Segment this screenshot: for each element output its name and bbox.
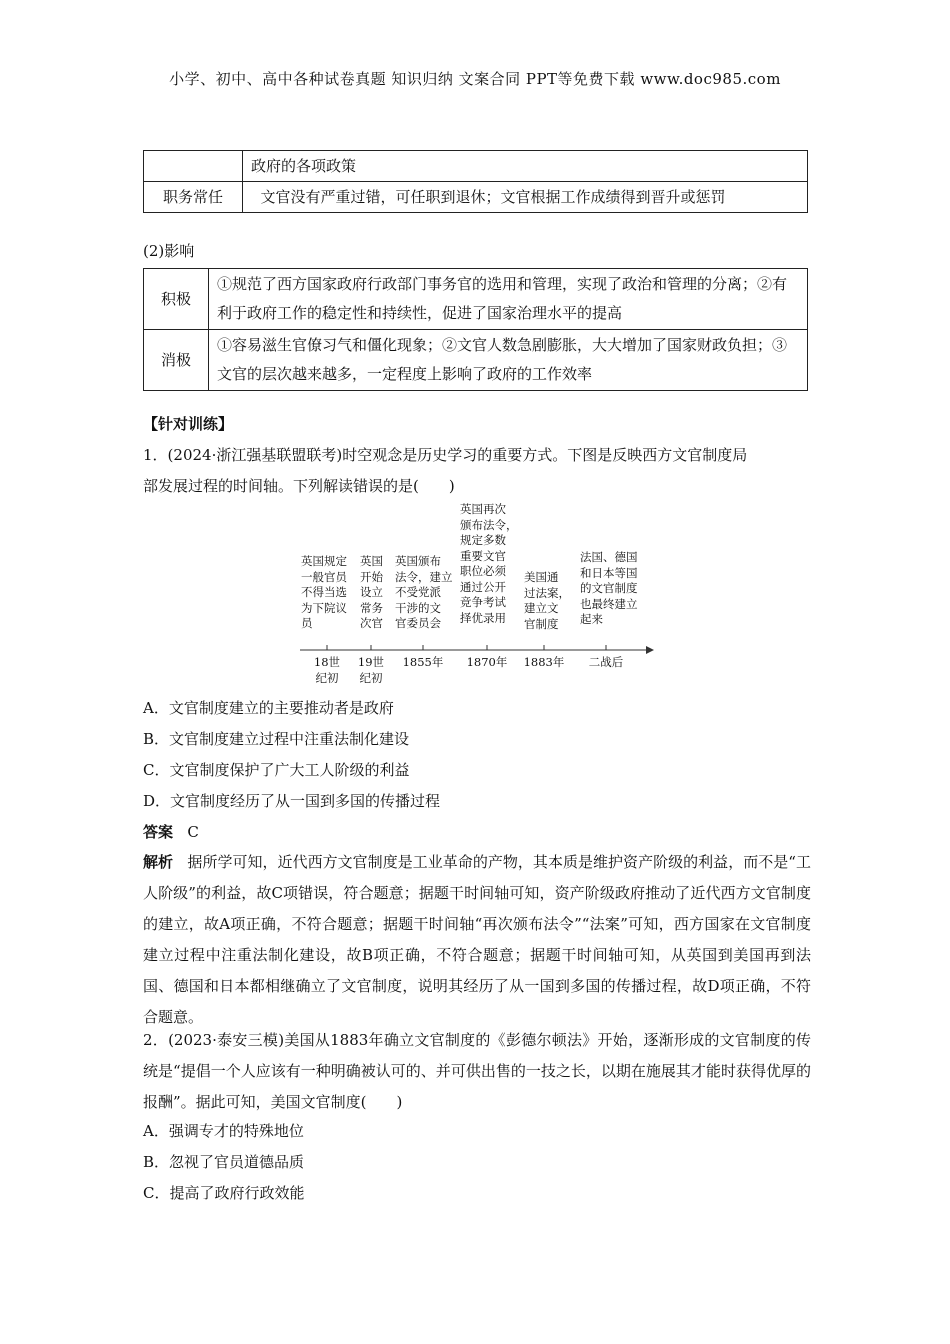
duty-table bbox=[143, 150, 808, 213]
table-row-label: 职务常任 bbox=[144, 182, 243, 213]
timeline-date: 1883年 bbox=[523, 655, 565, 669]
page-header: 小学、初中、高中各种试卷真题 知识归纳 文案合同 PPT等免费下载 www.doc985.com bbox=[169, 70, 781, 88]
timeline-date: 二战后 bbox=[588, 655, 624, 669]
answer-label: 答案 bbox=[143, 823, 174, 841]
table-row bbox=[144, 151, 808, 182]
q1-analysis bbox=[143, 847, 811, 1033]
table-row-label: 消极 bbox=[144, 330, 209, 391]
table-row-content: 文官没有严重过错，可任职到退休；文官根据工作成绩得到晋升或惩罚 bbox=[243, 182, 808, 213]
timeline-event: 英国规定 一般官员 不得当选 为下院议 员 bbox=[301, 554, 347, 630]
q2-stem: 2．(2023·泰安三模)美国从1883年确立文官制度的《彭德尔顿法》开始，逐渐形成的文官制度的传统是“提倡一个人应该有一种明确被认可的、并可供出售的一技之长，以期在施展其才能时获得优厚的报酬”。据此可知，美国文官制度( ) bbox=[143, 1031, 811, 1111]
q2-option-b: B．忽视了官员道德品质 bbox=[143, 1153, 305, 1171]
influence-heading: (2)影响 bbox=[143, 242, 195, 260]
timeline-event: 法国、德国 和日本等国 的文官制度 也最终建立 起来 bbox=[580, 550, 638, 626]
table-row-content: ①规范了西方国家政府行政部门事务官的选用和管理，实现了政治和管理的分离；②有利于政府工作的稳定性和持续性，促进了国家治理水平的提高 bbox=[209, 269, 808, 330]
q1-stem-line2: 部发展过程的时间轴。下列解读错误的是( ) bbox=[143, 477, 455, 495]
table-row-content: 政府的各项政策 bbox=[243, 151, 808, 182]
q2-option-c: C．提高了政府行政效能 bbox=[143, 1184, 305, 1202]
timeline-event: 英国 开始 设立 常务 次官 bbox=[360, 554, 383, 630]
section-title: 【针对训练】 bbox=[143, 415, 234, 433]
influence-table bbox=[143, 268, 808, 391]
timeline-date: 19世 纪初 bbox=[357, 655, 385, 685]
timeline-event: 美国通 过法案， 建立文 官制度 bbox=[524, 570, 570, 631]
table-row-label: 积极 bbox=[144, 269, 209, 330]
analysis-text: 据所学可知，近代西方文官制度是工业革命的产物，其本质是维护资产阶级的利益，而不是“工人阶级”的利益，故C项错误，符合题意；据题干时间轴可知，资产阶级政府推动了近代西方文官制度的建立，故A项正确，不符合题意；据题干时间轴“再次颁布法令”“法案”可知，西方国家在文官制度建立过程中注重法制化建设，故B项正确，不符合题意；据题干时间轴可知，从英国到美国再到法国、德国和日本都相继确立了文官制度，说明其经历了从一国到多国的传播过程，故D项正确，不符合题意。 bbox=[143, 853, 811, 1026]
timeline-date: 18世 纪初 bbox=[313, 655, 341, 685]
answer-value: C bbox=[187, 823, 199, 841]
table-row bbox=[144, 330, 808, 391]
q1-option-d: D．文官制度经历了从一国到多国的传播过程 bbox=[143, 792, 441, 810]
timeline-event: 英国颁布 法令，建立 不受党派 干涉的文 官委员会 bbox=[395, 554, 453, 630]
table-row-label bbox=[144, 151, 243, 182]
table-row bbox=[144, 269, 808, 330]
q1-option-a: A．文官制度建立的主要推动者是政府 bbox=[143, 699, 394, 717]
table-row-content: ①容易滋生官僚习气和僵化现象；②文官人数急剧膨胀，大大增加了国家财政负担；③文官的层次越来越多，一定程度上影响了政府的工作效率 bbox=[209, 330, 808, 391]
timeline-event: 英国再次 颁布法令， 规定多数 重要文官 职位必须 通过公开 竞争考试 择优录用 bbox=[460, 502, 518, 625]
q1-stem-line1: 1．(2024·浙江强基联盟联考)时空观念是历史学习的重要方式。下图是反映西方文官制度局 bbox=[143, 446, 748, 464]
timeline-date: 1855年 bbox=[402, 655, 444, 669]
analysis-label: 解析 bbox=[143, 853, 174, 871]
q1-answer bbox=[143, 817, 813, 847]
q2-option-a: A．强调专才的特殊地位 bbox=[143, 1122, 304, 1140]
table-row bbox=[144, 182, 808, 213]
q1-option-b: B．文官制度建立过程中注重法制化建设 bbox=[143, 730, 410, 748]
timeline-date: 1870年 bbox=[466, 655, 508, 669]
timeline-figure bbox=[298, 500, 658, 690]
q1-option-c: C．文官制度保护了广大工人阶级的利益 bbox=[143, 761, 410, 779]
